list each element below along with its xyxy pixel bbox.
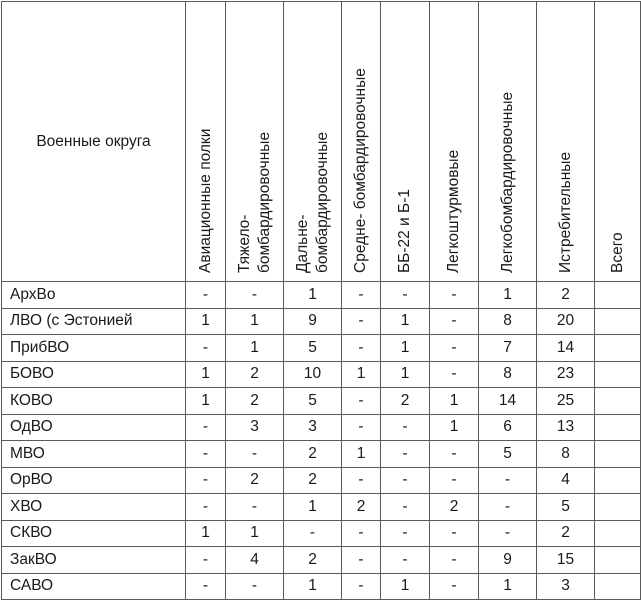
table-cell: 8 (537, 441, 595, 468)
district-name-cell: ОдВО (2, 414, 186, 441)
table-cell: 5 (284, 335, 342, 362)
table-row (2, 441, 641, 468)
table-cell: - (381, 441, 430, 468)
table-cell: 25 (537, 388, 595, 415)
table-cell: 13 (537, 414, 595, 441)
table-cell: 8 (479, 361, 537, 388)
header-aviation-regiments (186, 2, 226, 282)
table-cell: 23 (537, 361, 595, 388)
table-cell: - (186, 547, 226, 574)
table-row (2, 520, 641, 547)
column-header-label: Средне- бомбардировочные (352, 67, 369, 273)
table-cell: 5 (479, 441, 537, 468)
district-name-cell: ОрВО (2, 467, 186, 494)
table-row (2, 573, 641, 600)
header-total (595, 2, 641, 282)
table-cell: 9 (479, 547, 537, 574)
column-header-label: Тяжело- бомбардировочные (235, 131, 273, 273)
aviation-regiments-table (1, 1, 641, 600)
district-name-cell: ЛВО (с Эстонией (2, 308, 186, 335)
table-row (2, 547, 641, 574)
header-long-range-bomber (284, 2, 342, 282)
table-cell: 2 (381, 388, 430, 415)
table-cell: - (342, 282, 381, 309)
table-cell: - (381, 467, 430, 494)
table-cell: 3 (284, 414, 342, 441)
table-row (2, 335, 641, 362)
table-row (2, 282, 641, 309)
table-cell: 2 (537, 520, 595, 547)
table-cell: - (342, 547, 381, 574)
table-cell: 1 (430, 414, 479, 441)
district-name-cell: САВО (2, 573, 186, 600)
table-header-row (2, 2, 641, 282)
table-cell: 1 (186, 520, 226, 547)
table-cell: 1 (479, 282, 537, 309)
column-header-label: Дальне- бомбардировочные (293, 131, 331, 273)
district-name-cell: СКВО (2, 520, 186, 547)
table-cell (595, 573, 641, 600)
header-medium-bomber (342, 2, 381, 282)
column-header-label: Легкоштурмовые (445, 149, 462, 273)
district-name-cell: БОВО (2, 361, 186, 388)
column-header-label: Всего (608, 231, 626, 273)
table-cell: 5 (284, 388, 342, 415)
table-cell: 1 (226, 335, 284, 362)
table-cell (595, 441, 641, 468)
column-header-label: ББ-22 и Б-1 (396, 188, 413, 273)
table-row (2, 414, 641, 441)
table-cell: 1 (284, 282, 342, 309)
table-cell: 2 (226, 467, 284, 494)
district-name-cell: ПрибВО (2, 335, 186, 362)
table-cell: 1 (226, 520, 284, 547)
table-cell: 1 (186, 388, 226, 415)
table-cell: - (430, 361, 479, 388)
table-cell: 1 (226, 308, 284, 335)
table-cell: - (381, 414, 430, 441)
table-cell: 1 (430, 388, 479, 415)
table-cell: 20 (537, 308, 595, 335)
table-cell: - (381, 494, 430, 521)
table-cell: 1 (381, 573, 430, 600)
table-cell: 3 (226, 414, 284, 441)
table-cell: 7 (479, 335, 537, 362)
table-cell: - (342, 467, 381, 494)
table-cell: 2 (342, 494, 381, 521)
table-cell: - (342, 388, 381, 415)
table-body (2, 282, 641, 600)
table-cell: 9 (284, 308, 342, 335)
table-cell: 2 (430, 494, 479, 521)
table-cell: 1 (381, 335, 430, 362)
table-cell: 2 (537, 282, 595, 309)
table-cell: - (226, 441, 284, 468)
table-cell: - (226, 494, 284, 521)
table-cell (595, 547, 641, 574)
header-fighter (537, 2, 595, 282)
table-cell: - (342, 414, 381, 441)
table-cell (595, 361, 641, 388)
table-cell: 1 (284, 494, 342, 521)
table-cell (595, 335, 641, 362)
table-cell: - (430, 520, 479, 547)
header-light-bomber (479, 2, 537, 282)
table-cell: - (381, 282, 430, 309)
table-cell: - (430, 282, 479, 309)
header-bb22-b1 (381, 2, 430, 282)
district-name-cell: КОВО (2, 388, 186, 415)
table-cell (595, 388, 641, 415)
table-cell: 15 (537, 547, 595, 574)
table-row (2, 308, 641, 335)
table-cell: 6 (479, 414, 537, 441)
district-name-cell: ХВО (2, 494, 186, 521)
table-cell: - (186, 335, 226, 362)
table-cell: 1 (186, 361, 226, 388)
table-cell: 4 (537, 467, 595, 494)
table-cell: 4 (226, 547, 284, 574)
table-cell (595, 282, 641, 309)
table-cell: - (186, 467, 226, 494)
table-cell: - (186, 414, 226, 441)
district-name-cell: МВО (2, 441, 186, 468)
table-row (2, 388, 641, 415)
header-military-districts: Военные округа (2, 2, 186, 282)
table-cell: 1 (381, 308, 430, 335)
district-name-cell: АрхВо (2, 282, 186, 309)
table-cell: - (381, 520, 430, 547)
table-cell (595, 308, 641, 335)
table-cell (595, 467, 641, 494)
column-header-label: Авиационные полки (196, 128, 214, 273)
table-cell: 10 (284, 361, 342, 388)
table-cell: - (430, 441, 479, 468)
table-cell: 3 (537, 573, 595, 600)
district-name-cell: ЗакВО (2, 547, 186, 574)
column-header-label: Легкобомбардировочные (498, 91, 516, 273)
table-cell: 14 (537, 335, 595, 362)
table-cell: 5 (537, 494, 595, 521)
table-cell: 1 (186, 308, 226, 335)
table-cell: 1 (381, 361, 430, 388)
table-cell: - (479, 467, 537, 494)
header-heavy-bomber (226, 2, 284, 282)
table-cell: 2 (226, 361, 284, 388)
table-cell: 2 (284, 441, 342, 468)
table-cell: - (342, 573, 381, 600)
table-cell: 1 (479, 573, 537, 600)
table-row (2, 494, 641, 521)
table-cell: - (342, 520, 381, 547)
table-cell: - (226, 573, 284, 600)
table-cell: 1 (284, 573, 342, 600)
table-cell: - (186, 441, 226, 468)
table-cell: - (342, 335, 381, 362)
table-cell: - (342, 308, 381, 335)
table-cell: 1 (342, 361, 381, 388)
table-row (2, 467, 641, 494)
table-cell: - (430, 308, 479, 335)
table-cell: 2 (284, 467, 342, 494)
table-cell: - (226, 282, 284, 309)
table-cell: - (430, 467, 479, 494)
table-cell: - (284, 520, 342, 547)
table-cell: - (186, 494, 226, 521)
table-cell: - (186, 573, 226, 600)
table-cell (595, 520, 641, 547)
table-cell: - (381, 547, 430, 574)
table-cell: 1 (342, 441, 381, 468)
table-cell: 2 (284, 547, 342, 574)
table-cell: - (186, 282, 226, 309)
table-cell: 8 (479, 308, 537, 335)
table-cell (595, 494, 641, 521)
table-row (2, 361, 641, 388)
table-cell: 2 (226, 388, 284, 415)
table-cell: - (430, 547, 479, 574)
table-cell: - (430, 335, 479, 362)
table-cell: - (479, 494, 537, 521)
table-cell: 14 (479, 388, 537, 415)
column-header-label: Истребительные (556, 151, 574, 273)
table-cell: - (479, 520, 537, 547)
header-light-assault (430, 2, 479, 282)
table-cell: - (430, 573, 479, 600)
table-cell (595, 414, 641, 441)
